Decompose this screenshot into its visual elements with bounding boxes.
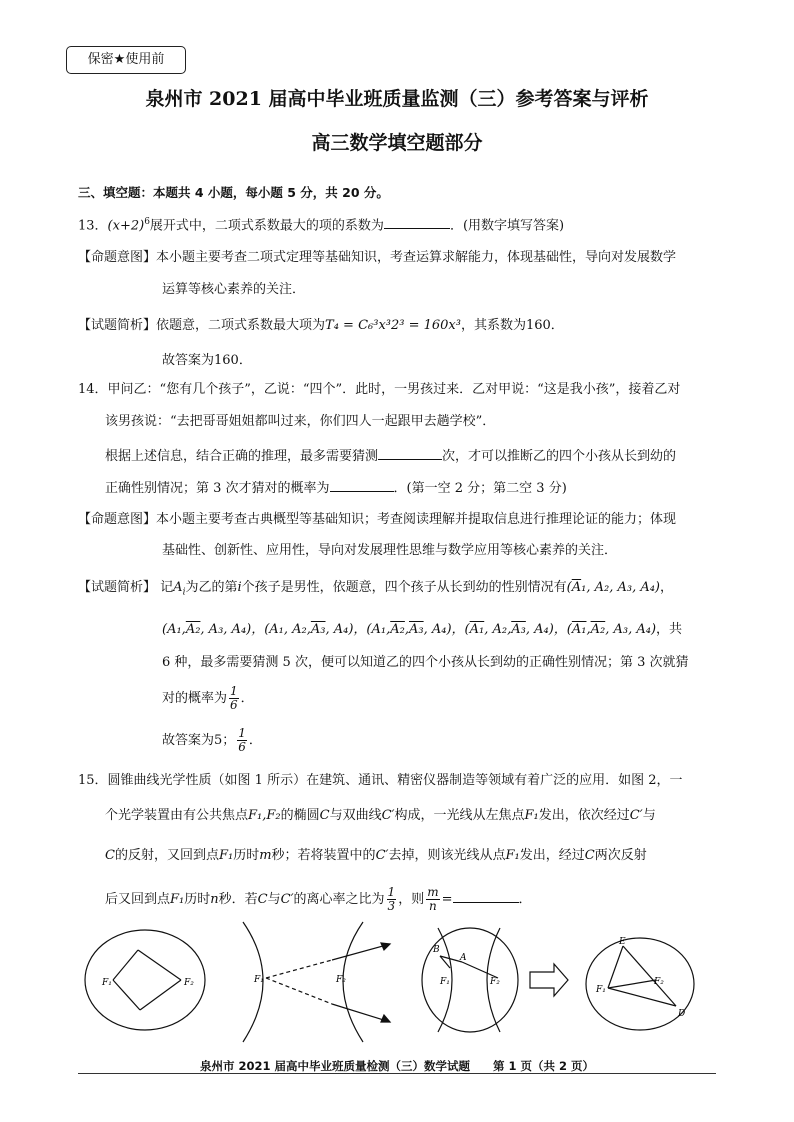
q14-answer-frac-den: 6: [238, 740, 246, 754]
q14-intent: [78, 510, 676, 530]
q15-l2i: 发出，依次经过: [538, 808, 630, 823]
q14-analysis-1c: 为乙的第: [185, 580, 238, 595]
q14-number: 14．: [78, 382, 108, 397]
q13-analysis-1: 依题意，二项式系数最大项为: [156, 318, 326, 333]
q14-analysis-line-1: 【试题简析】 记$A_i$为乙的第i个孩子是男性，依题意，四个孩子从长到幼的性别情况有($\overline{A}_1$, A₂, A₃, A₄)，: [78, 580, 674, 598]
q15-number: 15．: [78, 773, 108, 788]
q15-l4i: 的离心率之比为: [293, 892, 385, 907]
q15-l3b: 的反射，又回到点: [114, 848, 219, 863]
q14-analysis-label: 【试题简析】: [78, 580, 157, 595]
figure-3-combined: [422, 928, 518, 1032]
q14-analysis-1b: A: [173, 580, 183, 595]
q15-l2d: C: [319, 808, 330, 823]
q13-exp: 6: [144, 217, 150, 227]
q13-text-b: ．(用数字填写答案): [449, 218, 565, 234]
q13-number: 13．: [78, 218, 108, 234]
fig2-f1-label: F₁: [254, 975, 264, 985]
q13-answer-blank: [384, 214, 450, 229]
q15-l4k: =: [441, 892, 453, 907]
page-footer: 泉州市 2021 届高中毕业班质量检测（三）数学试题 第 1 页（共 2 页）: [199, 1059, 595, 1073]
q15-line-3: [105, 846, 647, 866]
figures-strip: [78, 918, 728, 1050]
q15-line-2: [105, 806, 656, 826]
q15-l4g: 与: [267, 892, 281, 907]
fig4-f1-label: F₁: [596, 985, 606, 995]
q14-answer: [162, 727, 262, 754]
q13-analysis-label: 【试题简析】: [78, 318, 157, 333]
q13-answer: 故答案为160．: [162, 353, 252, 368]
q15-l2f: C′: [381, 808, 395, 823]
q14-line3a: 根据上述信息，结合正确的推理，最多需要猜测: [105, 449, 379, 464]
page-title: 泉州市 2021 届高中毕业班质量监测（三）参考答案与评析: [145, 88, 649, 110]
q15-l3f: 秒；若将装置中的: [271, 848, 376, 863]
q15-l4c: 历时: [184, 892, 211, 907]
q14-intent-2: 基础性、创新性、应用性，导向对发展理性思维与数学应用等核心素养的关注．: [162, 543, 618, 558]
q15-l3h: 去掉，则该光线从点: [388, 848, 506, 863]
q15-l3e: m: [259, 848, 272, 863]
q15-l4e: 秒．若: [218, 892, 258, 907]
q14-period-2: ．: [248, 733, 262, 748]
q14-line-4: [105, 477, 567, 499]
q14-gong: ，共: [656, 622, 683, 637]
q15-l2g: 构成，一光线从左焦点: [394, 808, 525, 823]
q14-answer-a: 故答案为5；: [162, 733, 236, 748]
q14-frac-num: 1: [230, 684, 238, 698]
fig3-f2-label: F₂: [490, 977, 500, 987]
q14-analysis-3: 6 种，最多需要猜测 5 次，便可以知道乙的四个小孩从长到幼的正确性别情况；第 3 次就猜: [162, 655, 689, 670]
q14-line-2: 该男孩说：“去把哥哥姐姐都叫过来，你们四人一起跟甲去趟学校”．: [105, 414, 496, 429]
q15-answer-blank: [453, 888, 519, 903]
q14-analysis-4-text: 对的概率为: [162, 691, 228, 706]
q15-l3j: 发出，经过: [519, 848, 585, 863]
q15-l4j: ，则: [398, 892, 425, 907]
q14-line4a: 正确性别情况；第 3 次才猜对的概率为: [105, 481, 330, 496]
q15-mn-num: m: [427, 885, 439, 899]
q14-line4b: ．(第一空 2 分；第二空 3 分): [393, 481, 567, 496]
q14-analysis-1e: 个孩子是男性，依题意，四个孩子从长到幼的性别情况有: [241, 580, 567, 595]
q15-l4f: C: [257, 892, 268, 907]
q14-analysis-1d: i: [182, 587, 186, 598]
q14-line-3: [105, 445, 676, 467]
q14-line-1: [78, 380, 680, 400]
q14-period-1: ．: [240, 691, 254, 706]
q14-intent-label: 【命题意图】: [78, 512, 157, 527]
q15-l3d: 历时: [233, 848, 260, 863]
fig4-e-label: E: [619, 937, 626, 947]
q14-line3b: 次，才可以推断乙的四个小孩从长到幼的: [442, 449, 677, 464]
q15-l3g: C′: [375, 848, 389, 863]
fig3-a-label: A: [460, 953, 467, 963]
q14-case-1: ($\overline{A}_1$, A₂, A₃, A₄): [566, 580, 661, 595]
fig1-f1-label: F₁: [102, 978, 112, 988]
q15-l4l: ．: [518, 892, 532, 907]
q15-l4d: n: [210, 892, 219, 907]
fig2-f2-label: F₂: [336, 975, 346, 985]
q14-cases-line: (A₁,A₂, A₃, A₄)，(A₁, A₂,A₃, A₄)，(A₁,A₂,A₃, A₄)，(A₁, A₂,A₃, A₄)，(A₁,A₂, A₃, A₄)，共: [162, 622, 683, 637]
q15-line-4: [105, 886, 532, 913]
q14-blank-2: [330, 477, 394, 492]
q15-l3l: 两次反射: [594, 848, 647, 863]
q14-frac-den: 6: [230, 698, 238, 712]
q15-ratio-num: 1: [387, 885, 396, 899]
q15-l2b: F₁,F₂: [248, 808, 281, 823]
arrow-icon: [530, 964, 568, 996]
fig4-f2-label: F₂: [654, 977, 664, 987]
fig3-f1-label: F₁: [440, 977, 450, 987]
q15-line1: 圆锥曲线光学性质（如图 1 所示）在建筑、通讯、精密仪器制造等领域有着广泛的应用．如图 2，一: [107, 773, 683, 788]
q15-l3i: F₁: [505, 848, 520, 863]
q15-l3a: C: [105, 848, 115, 863]
q13-intent-2: 运算等核心素养的关注．: [162, 282, 306, 297]
q13-stem: [78, 212, 564, 236]
q14-line1: 甲问乙：“您有几个孩子”，乙说：“四个”．此时，一男孩过来．乙对甲说：“这是我小孩”，接着乙对: [107, 382, 681, 397]
figure-2-hyperbola: [243, 922, 390, 1042]
q15-l4b: F₁: [170, 892, 185, 907]
q13-formula: T₄ = C₆³x³2³ = 160x³: [325, 318, 461, 333]
q15-l3k: C: [584, 848, 595, 863]
q15-l2j: C′: [629, 808, 643, 823]
q13-analysis: [78, 316, 564, 336]
fig1-f2-label: F₂: [184, 978, 194, 988]
q13-intent-1: 本小题主要考查二项式定理等基础知识，考查运算求解能力，体现基础性，导向对发展数学: [156, 250, 677, 265]
q14-intent-1: 本小题主要考查古典概型等基础知识；考查阅读理解并提取信息进行推理论证的能力；体现: [156, 512, 677, 527]
q15-ratio-den: 3: [387, 899, 396, 913]
q15-l3c: F₁: [218, 848, 234, 863]
q14-blank-1: [378, 445, 442, 460]
q15-l2e: 与双曲线: [329, 808, 382, 823]
q14-answer-frac-num: 1: [238, 726, 246, 740]
q15-l2c: 的椭圆: [280, 808, 320, 823]
footer-rule: [78, 1073, 716, 1074]
fig4-d-label: D: [678, 1009, 686, 1019]
q14-analysis-1a: 记: [160, 580, 174, 595]
q13-intent-label: 【命题意图】: [78, 250, 157, 265]
page-subtitle: 高三数学填空题部分: [311, 132, 483, 154]
q15-l2k: 与: [642, 808, 656, 823]
q13-intent: [78, 248, 676, 268]
q14-analysis-4: [162, 685, 254, 712]
section-heading: 三、填空题：本题共 4 小题，每小题 5 分，共 20 分。: [78, 185, 389, 200]
q15-l4h: C′: [280, 892, 294, 907]
confidential-badge: 保密★使用前: [66, 46, 186, 74]
q13-expr: (x+2): [107, 218, 145, 234]
q15-l2a: 个光学装置由有公共焦点: [105, 808, 249, 823]
q13-text-a: 展开式中，二项式系数最大的项的系数为: [149, 218, 384, 234]
q15-line-1: [78, 771, 683, 791]
q15-l4a: 后又回到点: [105, 892, 171, 907]
q15-l2h: F₁: [524, 808, 539, 823]
fig3-b-label: B: [433, 945, 440, 955]
q13-analysis-2: ，其系数为160．: [460, 318, 564, 333]
q15-mn-den: n: [429, 899, 437, 913]
